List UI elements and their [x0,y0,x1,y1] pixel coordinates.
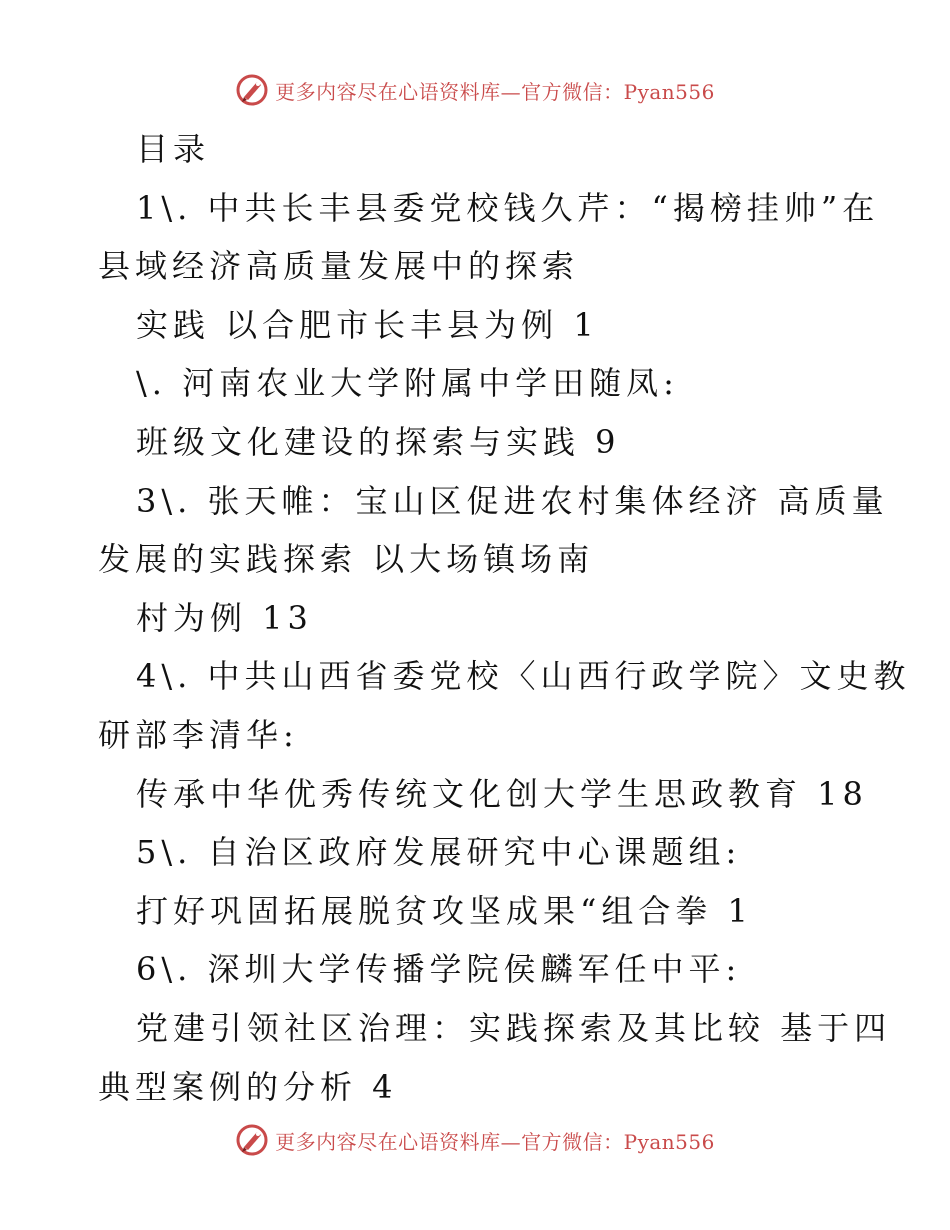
toc-entry-3-line-3: 村为例 13 [136,598,313,637]
toc-entry-5-line-1: 5\. 自治区政府发展研究中心课题组: [136,833,742,872]
toc-entry-4-line-1: 4\. 中共山西省委党校〈山西行政学院〉文史教 [136,657,911,696]
header-banner-text: 更多内容尽在心语资料库—官方微信：Pyan556 [275,79,715,104]
toc-entry-1-line-2: 县域经济高质量发展中的探索 [98,247,580,286]
toc-entry-6-line-2: 党建引领社区治理：实践探索及其比较 基于四 [136,1008,892,1047]
toc-entry-3-line-2: 发展的实践探索 以大场镇场南 [98,540,595,579]
footer-banner-text: 更多内容尽在心语资料库—官方微信：Pyan556 [275,1129,715,1154]
toc-title: 目录 [136,130,211,168]
toc-entry-3-line-1: 3\. 张天帷：宝山区促进农村集体经济 高质量 [136,481,889,520]
toc-entry-4-line-2: 研部李清华: [98,715,299,754]
document-body [0,120,950,1116]
toc-entry-6-line-1: 6\. 深圳大学传播学院侯麟军任中平: [136,950,742,989]
pen-logo-icon [235,73,269,107]
toc-entry-6-line-3: 典型案例的分析 4 [98,1067,398,1106]
toc-entry-1-line-3: 实践 以合肥市长丰县为例 1 [136,305,599,344]
toc-entry-5-line-2: 打好巩固拓展脱贫攻坚成果“组合拳 1 [136,891,753,930]
header-banner [0,70,950,110]
toc-entry-4-line-3: 传承中华优秀传统文化创大学生思政教育 18 [136,774,868,813]
footer-banner-content [235,1123,715,1157]
pen-logo-icon [235,1123,269,1157]
footer-banner [0,1120,950,1160]
toc-entry-1-line-1: 1\. 中共长丰县委党校钱久芹：“揭榜挂帅”在 [136,188,880,227]
toc-entry-2-line-1: \. 河南农业大学附属中学田随凤: [136,364,679,403]
header-banner-content [235,73,715,107]
toc-entry-2-line-2: 班级文化建设的探索与实践 9 [136,422,621,461]
